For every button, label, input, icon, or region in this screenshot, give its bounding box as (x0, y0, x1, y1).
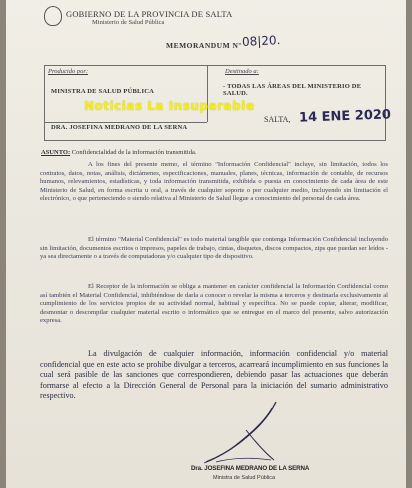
memorandum-page (6, 0, 406, 488)
date-stamp: 14 ENE 2020 (298, 107, 392, 126)
paragraph-text: La divulgación de cualquier información, información confidencial y/o material confidencial que en este acto se prohíbe divulgar a terceros, acarreará incumplimiento en sus funciones la cual será pasible de las sanciones que correspondieren, debiendo pasar las actuaciones que deberán formarse al efecto a la Dirección General de Personal para la iniciación del sumario administrativo respectivo. (40, 349, 388, 400)
subject (41, 149, 197, 156)
from-label: Producido por: (48, 68, 89, 75)
paragraph-text: El Receptor de la información se obliga a mantener en carácter confidencial la Información Confidencial como así también el Material Confidencial, inhibiéndose de darla a conocer o revelar la misma a terceros y destinarla exclusivamente al cumplimiento de los servicios propios de su actividad normal, habitual y específica. No se puede copiar, alterar, modificar, desmontar o descompilar cualquier material escrito o informático que se entregue en el marco del presente, salvo autorización expresa. (40, 283, 388, 325)
from-value: MINISTRA DE SALUD PÚBLICA (51, 88, 155, 95)
handwritten-signature-icon (176, 400, 306, 470)
watermark-text: Noticias La Insuperable (84, 99, 255, 113)
organization-name: GOBIERNO DE LA PROVINCIA DE SALTA (66, 9, 233, 19)
subject-label: ASUNTO: (41, 149, 71, 156)
routing-divider (45, 122, 207, 123)
paragraph-text: El término "Material Confidencial" es todo material tangible que contenga Información Confidencial incluyendo sin limitación, documentos escritos o impresos, papeles de trabajo, cintas, disquetes, discos compactos, zips que puedan ser leídos -ya sea directamente o a través de computadoras y/o cualquier tipo de dispositivo. (40, 236, 388, 261)
to-label: Destinado a: (225, 68, 259, 75)
memo-label: MEMORANDUM Nº (166, 41, 242, 50)
paragraph-sanctions (40, 349, 388, 402)
paragraph-obligation (40, 283, 388, 326)
routing-divider (207, 66, 208, 122)
place: SALTA, (264, 115, 291, 124)
ministry-name: Ministerio de Salud Pública (92, 19, 165, 26)
signature-name: Dra. JOSEFINA MEDRANO DE LA SERNA (191, 465, 310, 472)
paragraph-text: A los fines del presente memo, el término "Información Confidencial" incluye, sin limitación, todos los contratos, datos, notas, análisis, dictámenes, especificaciones, manuales, planes, técnicas, información de contable, de recursos humanos, relevamientos, estadísticas, y toda información transmitida, exhibida o puesta en conocimiento de cada área de este Ministerio de Salud, en forma escrita u oral, a través de cualquier soporte o por cualquier medio, incluyendo sin limitación el electrónico, o que perteneciendo o siendo relativa al Ministerio de Salud llegue a conocimiento del personal de cada área. (40, 161, 388, 203)
paragraph-material (40, 236, 388, 262)
memo-number: 08|20. (241, 33, 281, 49)
to-value: - TODAS LAS ÁREAS DEL MINISTERIO DE SALUD. (223, 83, 362, 97)
signature-title: Ministra de Salud Pública (213, 475, 276, 481)
paragraph-definition (40, 161, 388, 204)
signer-name: DRA. JOSEFINA MEDRANO DE LA SERNA (51, 124, 188, 131)
subject-text: Confidencialidad de la información transmitida. (71, 149, 197, 156)
province-seal-icon (44, 6, 62, 26)
